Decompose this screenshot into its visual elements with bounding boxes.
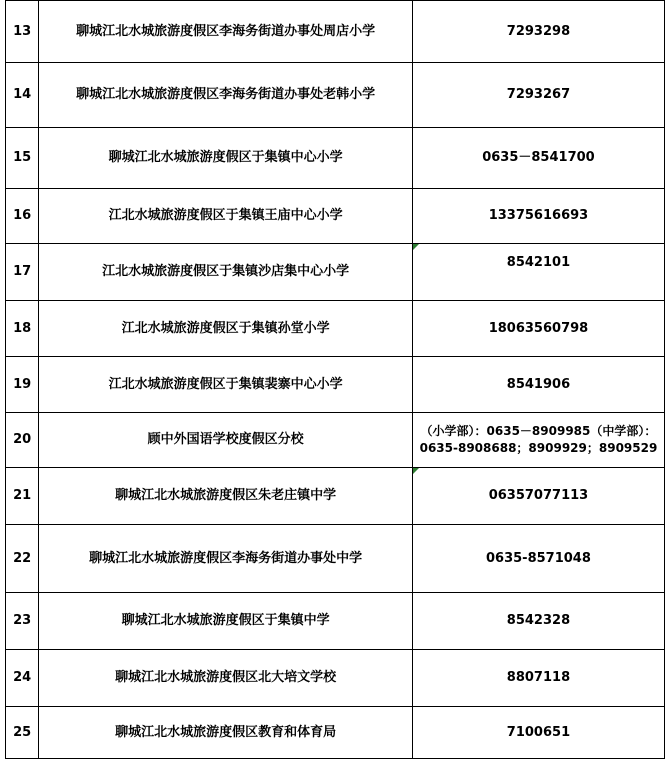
table-row [6, 413, 665, 468]
phone-number: 13375616693 [412, 189, 664, 244]
school-name: 聊城江北水城旅游度假区于集镇中学 [39, 593, 413, 650]
phone-number: 7293267 [412, 63, 664, 128]
phone-cell [412, 244, 664, 301]
row-number: 17 [6, 244, 39, 301]
phone-number: 8807118 [412, 650, 664, 707]
table-row [6, 189, 665, 244]
row-number: 22 [6, 525, 39, 593]
school-name: 江北水城旅游度假区于集镇裴寨中心小学 [39, 357, 413, 413]
table-row [6, 707, 665, 759]
row-number: 21 [6, 468, 39, 525]
comment-marker [413, 468, 419, 474]
phone-number: 8542328 [412, 593, 664, 650]
phone-number: 8542101 [506, 255, 571, 270]
row-number: 16 [6, 189, 39, 244]
phone-number: （小学部）：0635－8909985（中学部）：0635-8908688；8909929；8909529 [412, 413, 664, 468]
table-row [6, 593, 665, 650]
school-name: 聊城江北水城旅游度假区李海务街道办事处老韩小学 [39, 63, 413, 128]
table-row [6, 357, 665, 413]
school-contact-table [5, 0, 665, 759]
school-name: 聊城江北水城旅游度假区李海务街道办事处周店小学 [39, 1, 413, 63]
school-name: 聊城江北水城旅游度假区朱老庄镇中学 [39, 468, 413, 525]
row-number: 25 [6, 707, 39, 759]
table-row [6, 1, 665, 63]
school-name: 顾中外国语学校度假区分校 [39, 413, 413, 468]
table-row [6, 650, 665, 707]
school-name: 江北水城旅游度假区于集镇沙店集中心小学 [39, 244, 413, 301]
school-name: 江北水城旅游度假区于集镇王庙中心小学 [39, 189, 413, 244]
row-number: 13 [6, 1, 39, 63]
table-row [6, 468, 665, 525]
school-name: 聊城江北水城旅游度假区于集镇中心小学 [39, 128, 413, 189]
table-row [6, 244, 665, 301]
school-name: 聊城江北水城旅游度假区教育和体育局 [39, 707, 413, 759]
row-number: 14 [6, 63, 39, 128]
row-number: 19 [6, 357, 39, 413]
school-name: 江北水城旅游度假区于集镇孙堂小学 [39, 301, 413, 357]
phone-number: 7100651 [412, 707, 664, 759]
table-row [6, 525, 665, 593]
phone-number: 0635－8541700 [412, 128, 664, 189]
row-number: 20 [6, 413, 39, 468]
phone-number: 18063560798 [412, 301, 664, 357]
school-name: 聊城江北水城旅游度假区李海务街道办事处中学 [39, 525, 413, 593]
phone-number: 0635-8571048 [412, 525, 664, 593]
table-row [6, 63, 665, 128]
row-number: 23 [6, 593, 39, 650]
table-row [6, 128, 665, 189]
school-name: 聊城江北水城旅游度假区北大培文学校 [39, 650, 413, 707]
phone-number: 8541906 [412, 357, 664, 413]
table-row [6, 301, 665, 357]
row-number: 18 [6, 301, 39, 357]
row-number: 15 [6, 128, 39, 189]
comment-marker [413, 244, 419, 250]
row-number: 24 [6, 650, 39, 707]
phone-cell [412, 468, 664, 525]
phone-number: 06357077113 [488, 488, 589, 503]
phone-number: 7293298 [412, 1, 664, 63]
